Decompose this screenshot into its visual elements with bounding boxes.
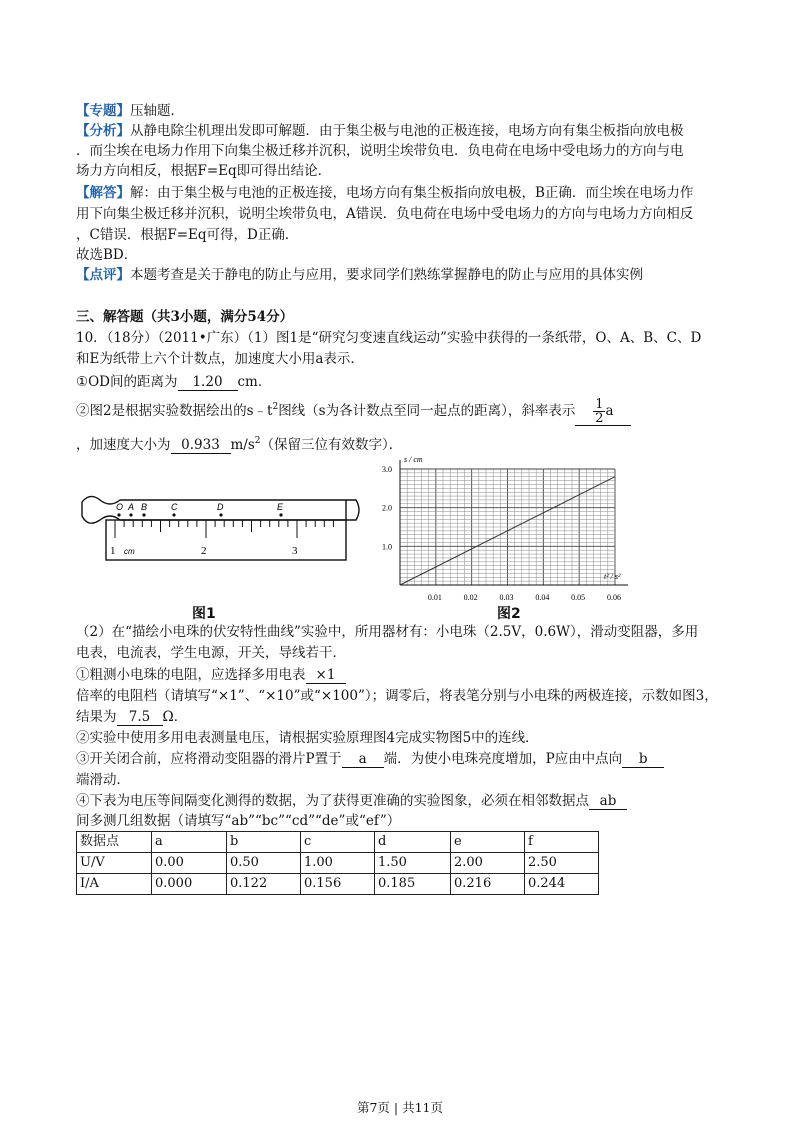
step4-line-1: ④下表为电压等间隔变化测得的数据，为了获得更准确的实验图象，必须在相邻数据点 ab: [76, 792, 627, 810]
x-tick-label: 0.04: [535, 593, 550, 602]
table-row: U/V 0.00 0.50 1.00 1.50 2.00 2.50: [77, 853, 599, 874]
y-tick-label: 3.0: [382, 465, 392, 474]
q10-line-1: 10．（18分）（2011•广东）（1）图1是“研究匀变速直线运动”实验中获得的一条纸带，O、A、B、C、D: [76, 330, 702, 346]
answer-blank-accel: 0.933: [171, 438, 231, 454]
q10-p1: ①OD间的距离为 1.20 cm．: [76, 374, 272, 390]
step1-line-3: 结果为 7.5 Ω．: [76, 709, 188, 725]
q10-line-2: 和E为纸带上六个计数点，加速度大小用a表示．: [76, 351, 364, 367]
fraction-half: $\frac{1}{2}$: [595, 397, 604, 426]
analysis-line-3: 场力方向相反，根据F=Eq即可得出结论．: [76, 163, 332, 179]
data-table: [76, 831, 599, 895]
answer-blank-range: ×1: [306, 668, 346, 684]
answer-line-3: ，C错误．根据F=Eq可得，D正确．: [76, 227, 299, 243]
topic-tag: 【专题】: [76, 103, 130, 119]
choice-line: 故选BD．: [76, 247, 138, 263]
x-tick-label: 0.01: [427, 593, 442, 602]
unit-label: cm: [124, 547, 135, 556]
tape-dot-o: [117, 513, 120, 516]
step2-line: ②实验中使用多用电表测量电压，请根据实验原理图4完成实物图5中的连线．: [76, 730, 539, 746]
step3-line-2: 端滑动．: [76, 772, 130, 788]
x-tick-label: 0.02: [463, 593, 478, 602]
answer-line-2: 用下向集尘极迁移并沉积，说明尘埃带负电，A错误．负电荷在电场中受电场力的方向与电场力方向相反: [76, 206, 694, 222]
x-axis-label: t² / s²: [604, 572, 621, 581]
x-tick-label: 0.05: [571, 593, 586, 602]
answer-text-1: 解：由于集尘极与电池的正极连接，电场方向有集尘板指向放电极，B正确．而尘埃在电场力作: [130, 185, 694, 201]
comment-tag: 【点评】: [76, 267, 130, 283]
section-title: 三、解答题（共3小题，满分54分）: [76, 309, 294, 325]
label-c: C: [171, 502, 178, 512]
label-b: B: [141, 502, 148, 512]
y-tick-label: 2.0: [382, 503, 392, 513]
scale-label-2: 2: [201, 545, 207, 557]
table-row: I/A 0.000 0.122 0.156 0.185 0.216 0.244: [77, 874, 599, 895]
tape-dot-e: [279, 513, 282, 516]
label-o: O: [116, 502, 124, 512]
y-tick-label: 1.0: [382, 542, 392, 552]
q10-p3: ，加速度大小为 0.933 $m/s^2$（保留三位有效数字）．: [76, 436, 403, 453]
tape-dot-b: [142, 513, 145, 516]
comment-line: [76, 266, 643, 284]
tape-dot-a: [129, 513, 132, 516]
answer-line-1: [76, 184, 693, 202]
answer-blank-end-a: a: [342, 752, 384, 768]
tape-dot-d: [219, 513, 222, 516]
tape-dot-c: [172, 513, 175, 516]
label-e: E: [277, 502, 284, 512]
analysis-tag: 【分析】: [76, 123, 130, 139]
scale-label-1: 1: [110, 545, 116, 557]
step1-line-1: ①粗测小电珠的电阻，应选择多用电表 ×1: [76, 666, 346, 684]
topic-line: [76, 102, 184, 120]
chart-grid: [400, 469, 615, 585]
step3-line-1: ③开关闭合前，应将滑动变阻器的滑片P置于 a 端．为使小电珠亮度增加，P应由中点向 b: [76, 750, 664, 768]
analysis-text-1: 从静电除尘机理出发即可解题．由于集尘极与电池的正极连接，电场方向有集尘板指向放电极: [130, 123, 684, 139]
answer-blank-slope: $\frac{1}{2}$ a: [575, 398, 631, 426]
analysis-line-1: [76, 122, 684, 140]
comment-text: 本题考查是关于静电的防止与应用，要求同学们熟练掌握静电的防止与应用的具体实例: [130, 267, 643, 283]
topic-text: 压轴题．: [130, 103, 184, 119]
y-axis-label: s / cm: [404, 455, 423, 464]
figure2-caption: 图2: [497, 606, 521, 622]
part2-line-1: （2）在“描绘小电珠的伏安特性曲线”实验中，所用器材有：小电珠（2.5V，0.6W），滑动变阻器，多用: [76, 624, 699, 640]
figure1-caption: 图1: [192, 606, 216, 622]
scale-label-3: 3: [292, 545, 298, 557]
label-a: A: [128, 502, 135, 512]
x-tick-label: 0.06: [607, 593, 621, 602]
answer-blank-od: 1.20: [178, 375, 238, 391]
answer-blank-resistance: 7.5: [117, 710, 163, 726]
answer-blank-interval: ab: [589, 794, 627, 810]
answer-tag: 【解答】: [76, 185, 130, 201]
page-footer: 第7页 | 共11页: [356, 1100, 444, 1115]
q10-p2: ②图2是根据实验数据绘出的$s﹣t^2$图线（s为各计数点至同一起点的距离），斜率表示 $\frac{1}{2}$ a: [76, 398, 631, 426]
answer-blank-end-b: b: [622, 752, 664, 768]
analysis-line-2: ．而尘埃在电场力作用下向集尘极迁移并沉积，说明尘埃带负电．负电荷在电场中受电场力的方向与电: [76, 143, 684, 159]
label-d: D: [217, 502, 224, 512]
step4-line-2: 间多测几组数据（请填写“ab”“bc”“cd”“de”或“ef”）: [76, 813, 401, 829]
x-tick-label: 0.03: [499, 593, 514, 602]
part2-line-2: 电表，电流表，学生电源，开关，导线若干．: [76, 645, 346, 661]
figure2-chart: [370, 452, 640, 612]
figure1-tape-ruler: [76, 488, 366, 568]
step1-line-2: 倍率的电阻档（请填写“×1”、“×10”或“×100”）；调零后，将表笔分别与小电珠的两极连接，示数如图3，: [76, 688, 718, 704]
table-row: 数据点 a b c d e f: [77, 832, 599, 853]
